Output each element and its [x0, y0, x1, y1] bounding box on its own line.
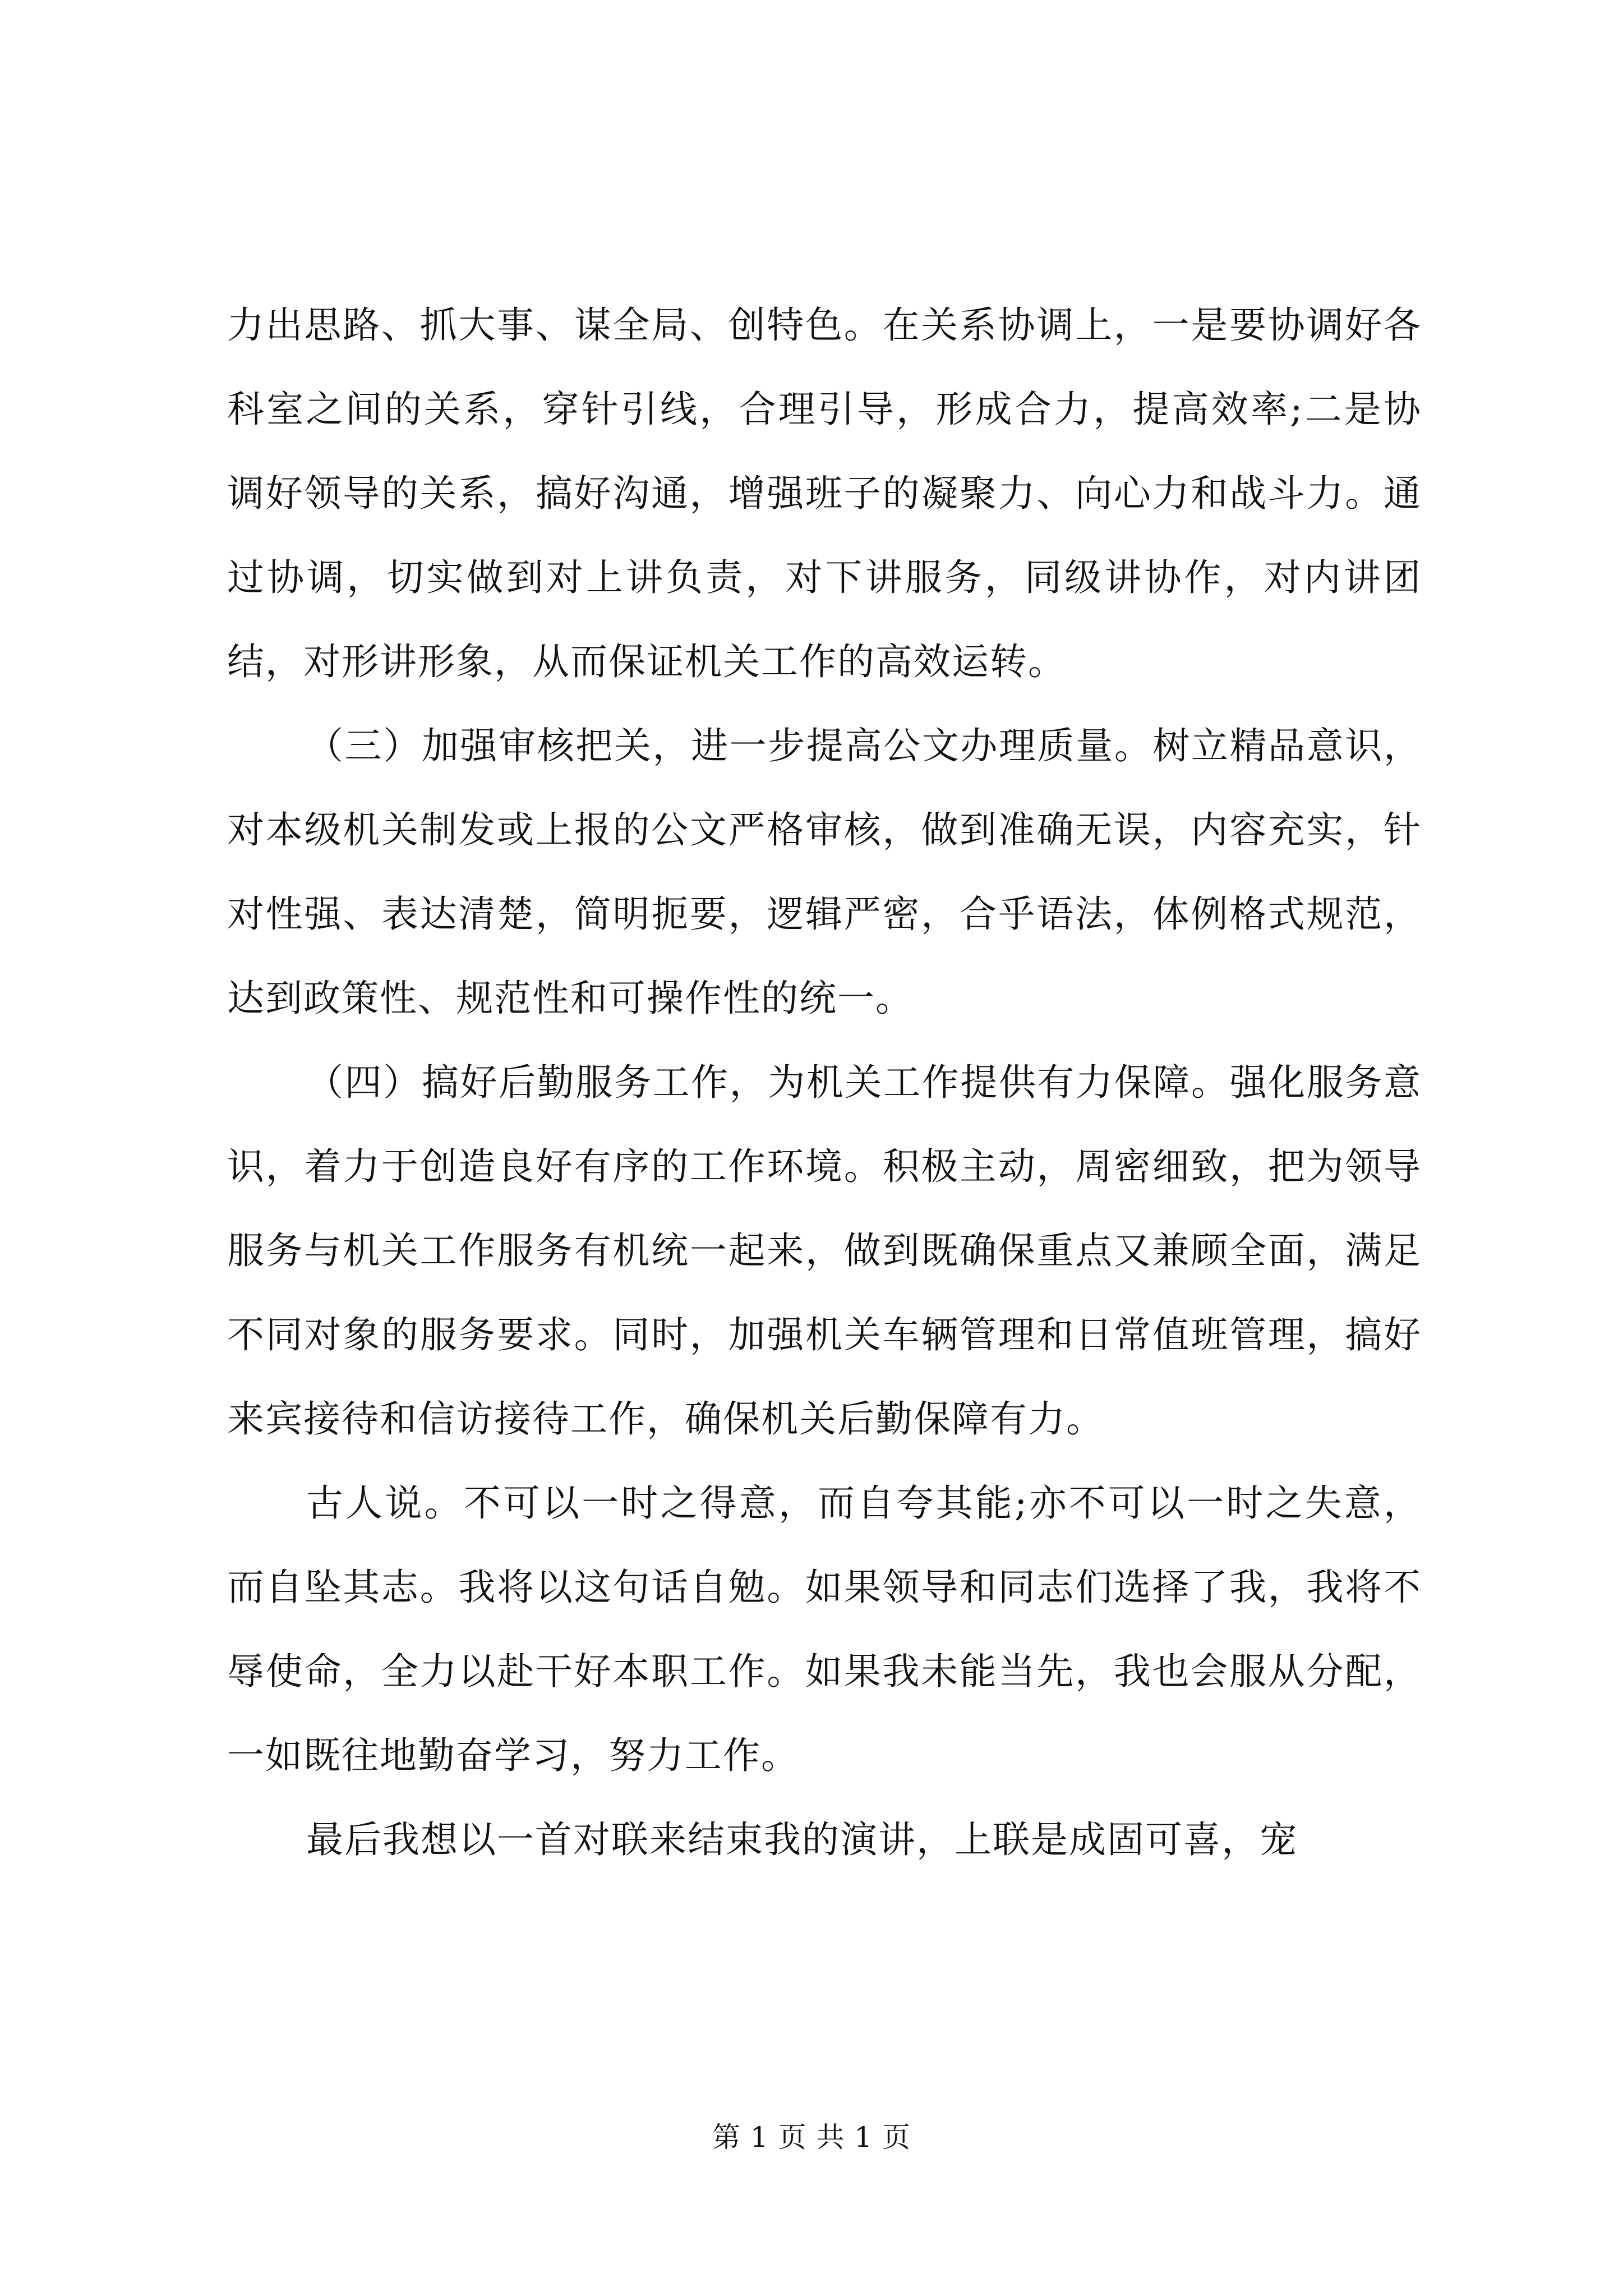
- document-body: [227, 283, 1422, 1882]
- page-footer: 第 1 页 共 1 页: [712, 2121, 911, 2154]
- paragraph-1: 力出思路、抓大事、谋全局、创特色。在关系协调上，一是要协调好各科室之间的关系，穿针引线，合理引导，形成合力，提高效率;二是协调好领导的关系，搞好沟通，增强班子的凝聚力、向心力和战斗力。通过协调，切实做到对上讲负责，对下讲服务，同级讲协作，对内讲团结，对形讲形象，从而保证机关工作的高效运转。: [227, 303, 1422, 683]
- paragraph-4: 古人说。不可以一时之得意，而自夸其能;亦不可以一时之失意，而自坠其志。我将以这句话自勉。如果领导和同志们选择了我，我将不辱使命，全力以赴干好本职工作。如果我未能当先，我也会服从分配，一如既往地勤奋学习，努力工作。: [227, 1481, 1422, 1777]
- paragraph-5: 最后我想以一首对联来结束我的演讲，上联是成固可喜，宠: [306, 1818, 1298, 1861]
- paragraph-2: （三）加强审核把关，进一步提高公文办理质量。树立精品意识，对本级机关制发或上报的公文严格审核，做到准确无误，内容充实，针对性强、表达清楚，简明扼要，逻辑严密，合乎语法，体例格式规范，达到政策性、规范性和可操作性的统一。: [227, 724, 1422, 1020]
- paragraph-3: （四）搞好后勤服务工作，为机关工作提供有力保障。强化服务意识，着力于创造良好有序的工作环境。积极主动，周密细致，把为领导服务与机关工作服务有机统一起来，做到既确保重点又兼顾全面，满足不同对象的服务要求。同时，加强机关车辆管理和日常值班管理，搞好来宾接待和信访接待工作，确保机关后勤保障有力。: [227, 1061, 1422, 1441]
